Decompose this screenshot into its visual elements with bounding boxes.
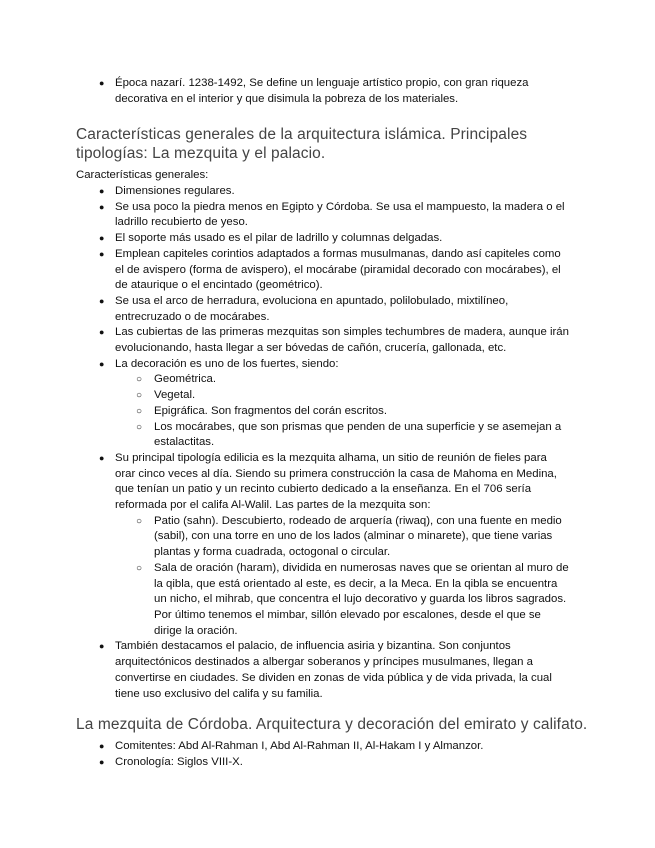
list-item	[0, 200, 655, 231]
bullet-icon: ●	[99, 452, 105, 463]
sub-list-item	[115, 404, 570, 420]
sub-list-item	[115, 514, 570, 561]
list-item	[0, 76, 655, 107]
circle-bullet-icon: ○	[136, 405, 143, 417]
list-item	[0, 357, 655, 451]
circle-bullet-icon: ○	[136, 390, 143, 402]
list-item-text: Dimensiones regulares.	[115, 185, 235, 197]
sub-list-item-text: Sala de oración (haram), dividida en numerosas naves que se orientan al muro de la qibla, que está orientado al este, es decir, a la Meca. En la qibla se encuentra un nicho, el mihrab, que concentra el lujo decorativo y guarda los libros sagrados. Por último tenemos el mimbar, sillón elevado por escalones, desde el que se dirige la oración.	[154, 561, 569, 637]
bullet-icon: ●	[99, 233, 105, 244]
bullet-icon: ●	[99, 248, 105, 259]
list-item-text: La decoración es uno de los fuertes, siendo:	[115, 357, 339, 370]
bullet-icon: ●	[99, 186, 105, 196]
sub-list-item-text: Geométrica.	[154, 373, 217, 386]
bullet-icon: ●	[99, 741, 105, 751]
bullet-icon: ●	[99, 641, 105, 652]
list-item	[0, 184, 655, 200]
sub-list-item	[115, 388, 570, 404]
list-item-text: Se usa el arco de herradura, evoluciona en apuntado, polilobulado, mixtilíneo, entrecruzado o de mocárabes.	[115, 294, 509, 323]
circle-bullet-icon: ○	[136, 374, 143, 386]
sub-list-item-text: Los mocárabes, que son prismas que penden de una superficie y se asemejan a estalactitas.	[154, 420, 562, 449]
list-item	[0, 325, 655, 356]
bullet-icon: ●	[99, 78, 105, 88]
list-item	[0, 231, 655, 247]
bullet-icon: ●	[99, 358, 105, 369]
circle-bullet-icon: ○	[136, 562, 143, 574]
sub-list-item	[115, 420, 570, 451]
subheading-general: Características generales:	[76, 169, 209, 181]
list-item-text: Emplean capiteles corintios adaptados a formas musulmanas, dando así capiteles como el de avispero (forma de avispero), el mocárabe (piramidal decorado con mocárabes), el de ataurique o el encintado (geométrico).	[115, 247, 561, 292]
list-item	[0, 639, 655, 702]
sub-list-item	[115, 561, 570, 640]
list-item-text: Comitentes: Abd Al-Rahman I, Abd Al-Rahman II, Al-Hakam I y Almanzor.	[115, 740, 484, 752]
list-item-text: Época nazarí. 1238-1492, Se define un lenguaje artístico propio, con gran riqueza decorativa en el interior y que disimula la pobreza de los materiales.	[115, 77, 529, 105]
list-item-text: Se usa poco la piedra menos en Egipto y Córdoba. Se usa el mampuesto, la madera o el ladrillo recubierto de yeso.	[115, 200, 565, 229]
sub-list	[115, 514, 570, 640]
cordoba-list	[0, 739, 655, 770]
list-item-text: Las cubiertas de las primeras mezquitas son simples techumbres de madera, aunque irán evolucionando, hasta llegar a ser bóvedas de cañón, crucería, gallonada, etc.	[115, 326, 569, 355]
circle-bullet-icon: ○	[136, 515, 143, 527]
list-item	[0, 247, 655, 294]
bullet-icon: ●	[99, 756, 105, 767]
list-item	[0, 451, 655, 639]
bullet-icon: ●	[99, 327, 105, 338]
bullet-icon: ●	[99, 201, 105, 212]
list-item-text: Cronología: Siglos VIII-X.	[115, 755, 243, 768]
bullet-icon: ●	[99, 295, 105, 306]
section-heading-cordoba: La mezquita de Córdoba. Arquitectura y decoración del emirato y califato.	[76, 716, 588, 733]
list-item	[0, 739, 655, 755]
intro-list	[0, 76, 655, 107]
circle-bullet-icon: ○	[136, 421, 143, 433]
list-item-text: Su principal tipología edilicia es la mezquita alhama, un sitio de reunión de fieles para orar cinco veces al día. Siendo su primera construcción la casa de Mahoma en Medina, que tenían un patio y un recinto cubierto dedicado a la enseñanza. En el 706 sería reformada por el califa Al-Walil. Las partes de la mezquita son:	[115, 451, 557, 512]
list-item-text: El soporte más usado es el pilar de ladrillo y columnas delgadas.	[115, 232, 443, 245]
general-features-list	[0, 184, 655, 702]
list-item	[0, 294, 655, 325]
sub-list	[115, 372, 570, 451]
section-heading-general: Características generales de la arquitectura islámica. Principales tipologías: La mezquita y el palacio.	[76, 126, 528, 162]
list-item-text: También destacamos el palacio, de influencia asiria y bizantina. Son conjuntos arquitectónicos destinados a albergar soberanos y príncipes musulmanes, llegan a convertirse en ciudades. Se dividen en zonas de vida pública y de vida privada, la cual tiene uso exclusivo del califa y su familia.	[115, 640, 552, 700]
sub-list-item	[115, 372, 570, 388]
sub-list-item-text: Epigráfica. Son fragmentos del corán escritos.	[154, 404, 387, 417]
sub-list-item-text: Vegetal.	[154, 389, 196, 402]
sub-list-item-text: Patio (sahn). Descubierto, rodeado de arquería (riwaq), con una fuente en medio (sabil), con una torre en uno de los lados (alminar o minarete), que tiene varias plantas y forma cuadrada, octogonal o circular.	[154, 514, 562, 559]
list-item	[0, 755, 655, 771]
